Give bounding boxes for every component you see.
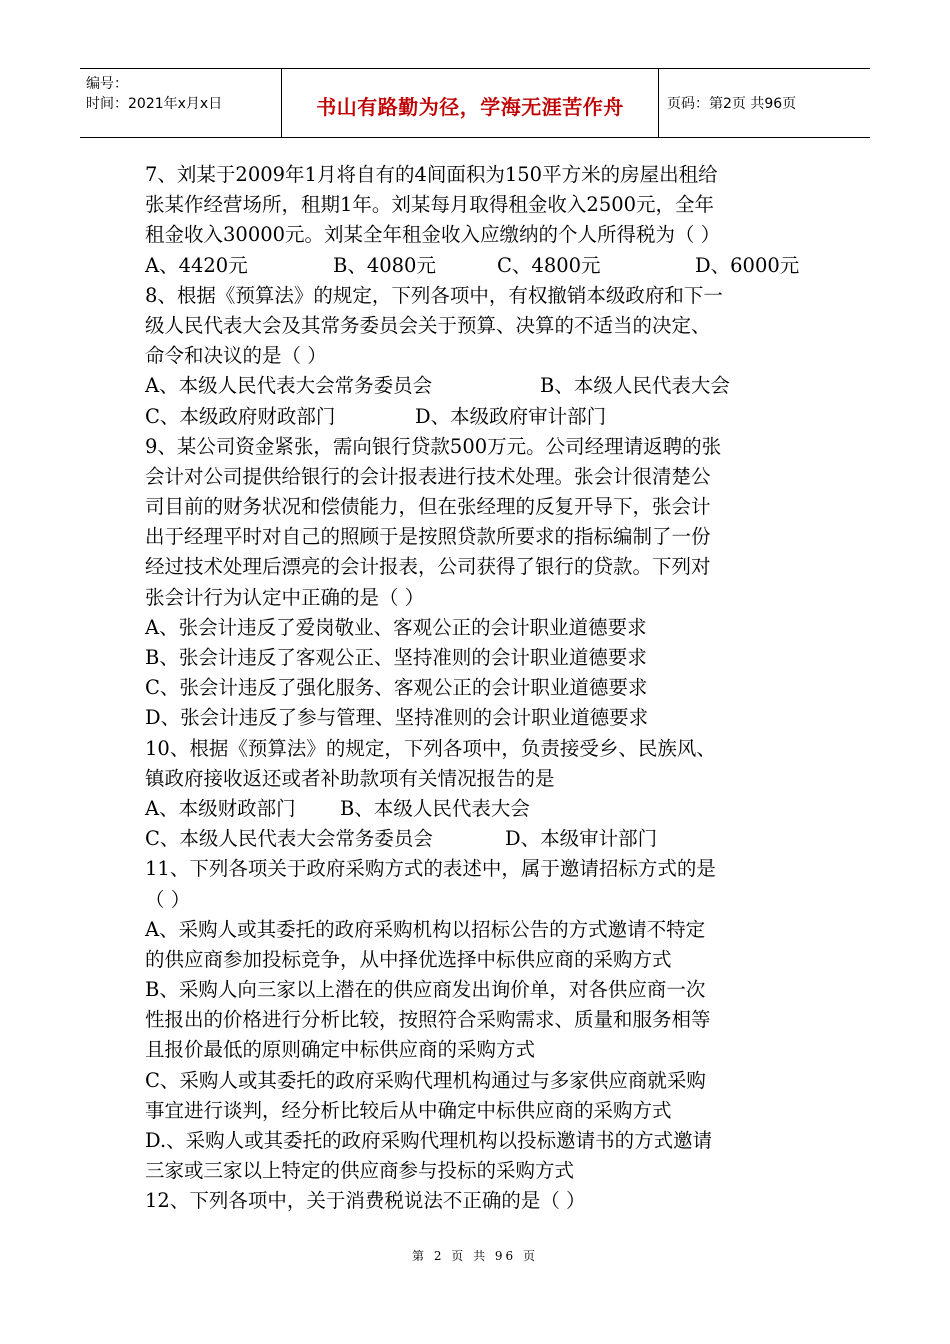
document-body (145, 160, 815, 1217)
header-meta-cell (80, 69, 282, 137)
option-line: A、采购人或其委托的政府采购机构以招标公告的方式邀请不特定 (145, 917, 706, 941)
option-d: D、张会计违反了参与管理、坚持准则的会计职业道德要求 (145, 706, 649, 730)
question-line: 11、下列各项关于政府采购方式的表述中，属于邀请招标方式的是 (145, 857, 716, 881)
question-line: 会计对公司提供给银行的会计报表进行技术处理。张会计很清楚公 (145, 464, 711, 488)
option-c: C、张会计违反了强化服务、客观公正的会计职业道德要求 (145, 676, 648, 700)
header-page-cell (659, 69, 870, 137)
option-row (145, 251, 815, 281)
header-motto-cell (282, 69, 659, 137)
question-line: 级人民代表大会及其常务委员会关于预算、决算的不适当的决定、 (145, 313, 711, 337)
page-info: 页码：第2页 共96页 (667, 96, 797, 112)
option-row (145, 824, 815, 854)
number-label: 编号： (86, 76, 128, 92)
option-d: D、本级政府审计部门 (415, 404, 607, 428)
option-d: D、6000元 (695, 253, 800, 277)
question-line: 张某作经营场所，租期1年。刘某每月取得租金收入2500元，全年 (145, 193, 715, 217)
question-line: 10、根据《预算法》的规定，下列各项中，负责接受乡、民族风、 (145, 736, 716, 760)
option-line: 事宜进行谈判，经分析比较后从中确定中标供应商的采购方式 (145, 1098, 672, 1122)
option-a: A、本级人民代表大会常务委员会 (145, 374, 433, 398)
option-line: 且报价最低的原则确定中标供应商的采购方式 (145, 1038, 536, 1062)
option-row (145, 794, 815, 824)
option-c: C、4800元 (497, 253, 601, 277)
option-c: C、本级政府财政部门 (145, 404, 336, 428)
page-footer: 第 2 页 共 96 页 (412, 1249, 538, 1263)
option-b: B、张会计违反了客观公正、坚持准则的会计职业道德要求 (145, 646, 647, 669)
option-line: 三家或三家以上特定的供应商参与投标的采购方式 (145, 1159, 575, 1183)
question-line: 张会计行为认定中正确的是（ ） (145, 585, 425, 609)
option-b: B、本级人民代表大会 (340, 796, 530, 820)
question-line: 9、某公司资金紧张，需向银行贷款500万元。公司经理请返聘的张 (145, 434, 722, 458)
question-line: 镇政府接收返还或者补助款项有关情况报告的是 (145, 766, 555, 790)
option-line: C、采购人或其委托的政府采购代理机构通过与多家供应商就采购 (145, 1068, 706, 1092)
question-line: 12、下列各项中，关于消费税说法不正确的是（ ） (145, 1189, 586, 1213)
option-row (145, 402, 815, 432)
question-line: 出于经理平时对自己的照顾于是按照贷款所要求的指标编制了一份 (145, 525, 711, 549)
question-line: 司目前的财务状况和偿债能力，但在张经理的反复开导下，张会计 (145, 495, 711, 519)
option-line: B、采购人向三家以上潜在的供应商发出询价单，对各供应商一次 (145, 978, 706, 1002)
question-line: 命令和决议的是（ ） (145, 344, 327, 368)
question-line: 8、根据《预算法》的规定，下列各项中，有权撤销本级政府和下一 (145, 283, 723, 307)
option-row (145, 371, 815, 401)
option-b: B、本级人民代表大会 (540, 374, 730, 398)
option-c: C、本级人民代表大会常务委员会 (145, 827, 433, 851)
option-a: A、4420元 (145, 253, 248, 277)
option-b: B、4080元 (333, 253, 436, 277)
motto: 书山有路勤为径，学海无涯苦作舟 (316, 95, 624, 119)
option-a: A、本级财政部门 (145, 796, 296, 820)
option-line: 性报出的价格进行分析比较，按照符合采购需求、质量和服务相等 (145, 1008, 711, 1032)
question-line: 经过技术处理后漂亮的会计报表，公司获得了银行的贷款。下列对 (145, 555, 711, 579)
option-a: A、张会计违反了爱岗敬业、客观公正的会计职业道德要求 (145, 615, 647, 639)
page-header (80, 68, 870, 138)
question-line: 7、刘某于2009年1月将自有的4间面积为150平方米的房屋出租给 (145, 163, 718, 186)
option-d: D、本级审计部门 (505, 827, 658, 851)
option-line: D.、采购人或其委托的政府采购代理机构以投标邀请书的方式邀请 (145, 1129, 713, 1152)
question-line: 租金收入30000元。刘某全年租金收入应缴纳的个人所得税为（ ） (145, 223, 721, 247)
question-line: （ ） (145, 887, 191, 911)
option-line: 的供应商参加投标竞争，从中择优选择中标供应商的采购方式 (145, 947, 672, 971)
time-label: 时间：2021年x月x日 (86, 96, 223, 112)
